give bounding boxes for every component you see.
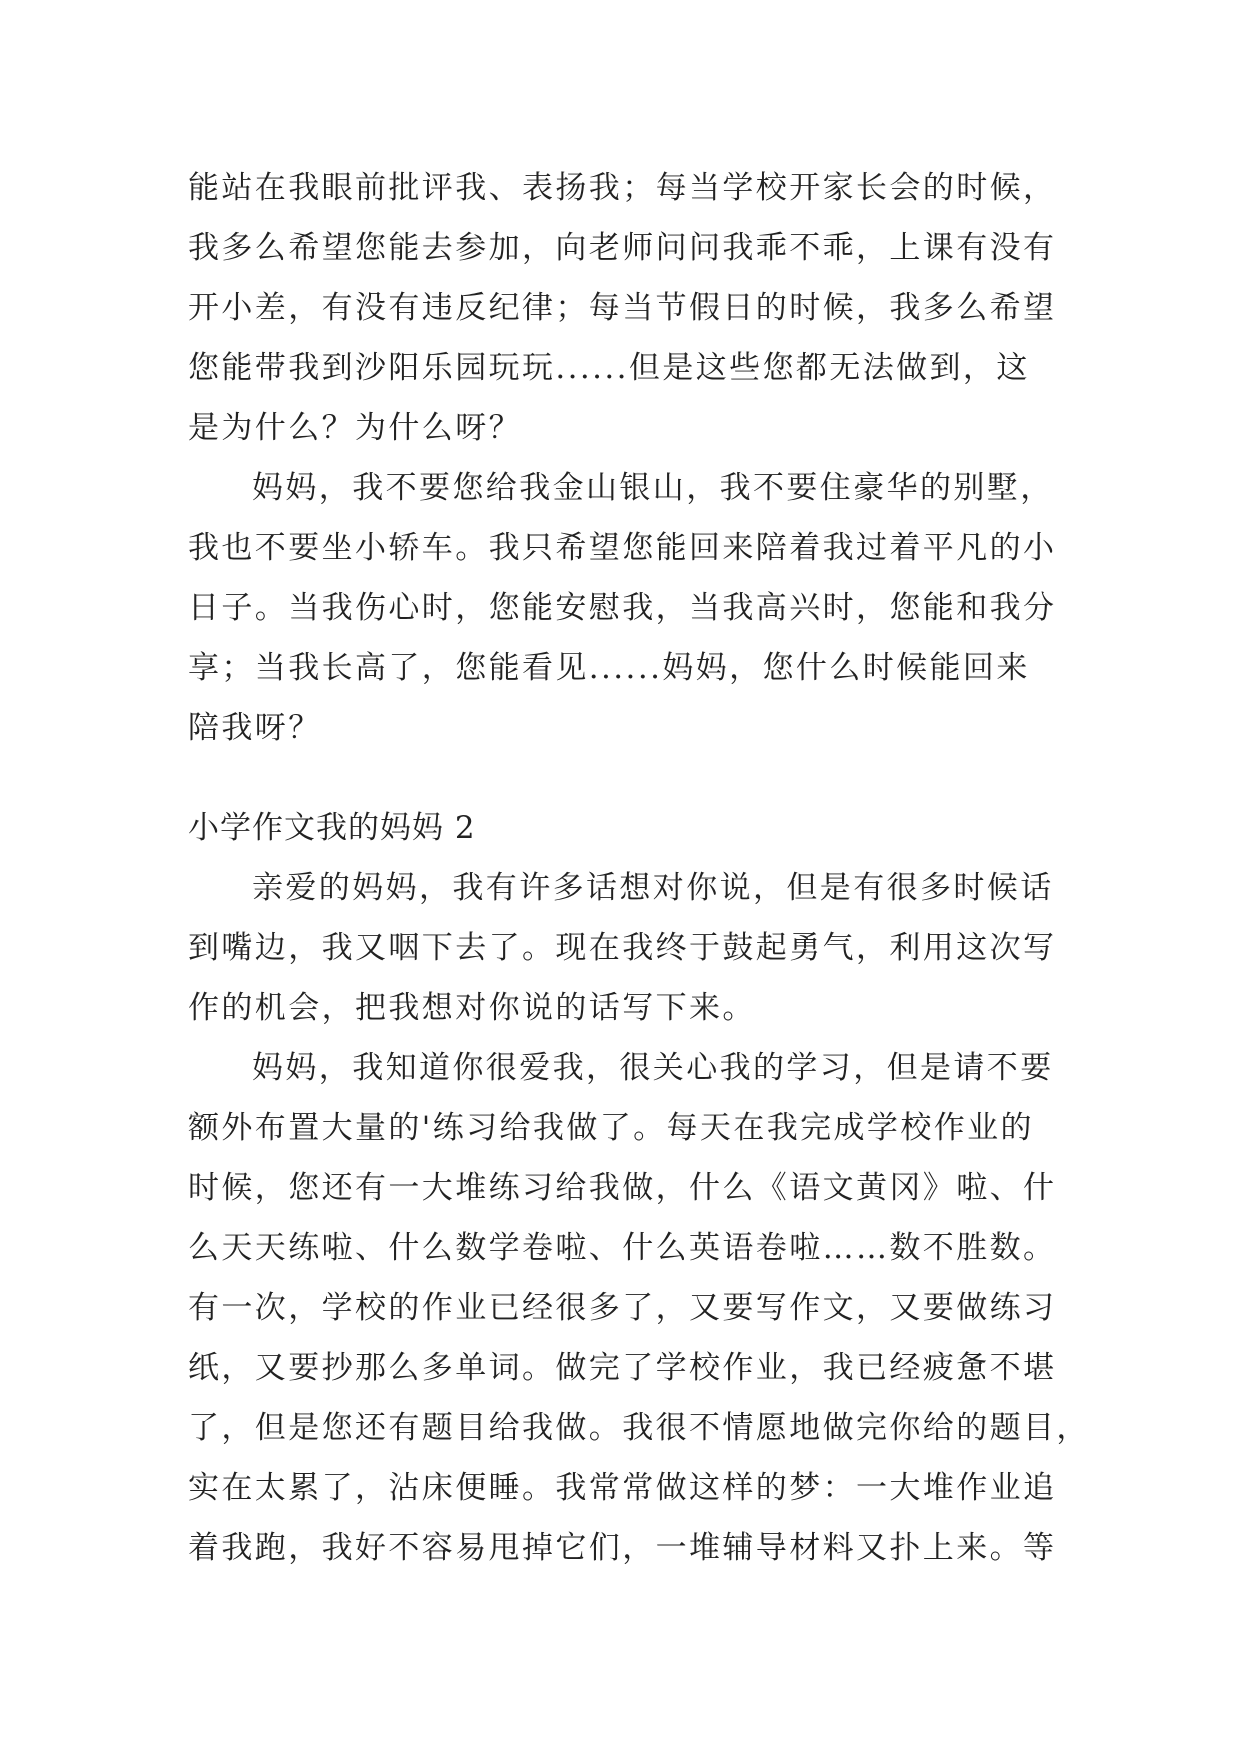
paragraph-line: 陪我呀？	[188, 710, 322, 746]
paragraph-line: 妈妈，我不要您给我金山银山，我不要住豪华的别墅，	[252, 470, 1054, 506]
paragraph-line: 实在太累了，沾床便睡。我常常做这样的梦：一大堆作业追	[188, 1470, 1057, 1506]
paragraph-line: 开小差，有没有违反纪律；每当节假日的时候，我多么希望	[188, 290, 1057, 326]
paragraph-line: 享；当我长高了，您能看见......妈妈，您什么时候能回来	[188, 650, 1030, 686]
paragraph-line: 您能带我到沙阳乐园玩玩......但是这些您都无法做到，这	[188, 350, 1030, 386]
paragraph-line: 么天天练啦、什么数学卷啦、什么英语卷啦……数不胜数。	[188, 1230, 1057, 1266]
paragraph-line: 额外布置大量的'练习给我做了。每天在我完成学校作业的	[188, 1110, 1034, 1146]
paragraph-line: 了，但是您还有题目给我做。我很不情愿地做完你给的题目，	[188, 1410, 1090, 1446]
paragraph-line: 我也不要坐小轿车。我只希望您能回来陪着我过着平凡的小	[188, 530, 1057, 566]
paragraph-line: 着我跑，我好不容易甩掉它们，一堆辅导材料又扑上来。等	[188, 1530, 1057, 1566]
paragraph-line: 有一次，学校的作业已经很多了，又要写作文，又要做练习	[188, 1290, 1057, 1326]
paragraph-line: 纸，又要抄那么多单词。做完了学校作业，我已经疲惫不堪	[188, 1350, 1057, 1386]
paragraph-line: 亲爱的妈妈，我有许多话想对你说，但是有很多时候话	[252, 870, 1054, 906]
paragraph-line: 妈妈，我知道你很爱我，很关心我的学习，但是请不要	[252, 1050, 1054, 1086]
paragraph-line: 日子。当我伤心时，您能安慰我，当我高兴时，您能和我分	[188, 590, 1057, 626]
paragraph-line: 作的机会，把我想对你说的话写下来。	[188, 990, 756, 1026]
paragraph-line: 时候，您还有一大堆练习给我做，什么《语文黄冈》啦、什	[188, 1170, 1057, 1206]
section-title: 小学作文我的妈妈 2	[188, 810, 476, 846]
paragraph-line: 到嘴边，我又咽下去了。现在我终于鼓起勇气，利用这次写	[188, 930, 1057, 966]
paragraph-line: 能站在我眼前批评我、表扬我；每当学校开家长会的时候，	[188, 170, 1057, 206]
paragraph-line: 是为什么？为什么呀？	[188, 410, 522, 446]
paragraph-line: 我多么希望您能去参加，向老师问问我乖不乖，上课有没有	[188, 230, 1057, 266]
